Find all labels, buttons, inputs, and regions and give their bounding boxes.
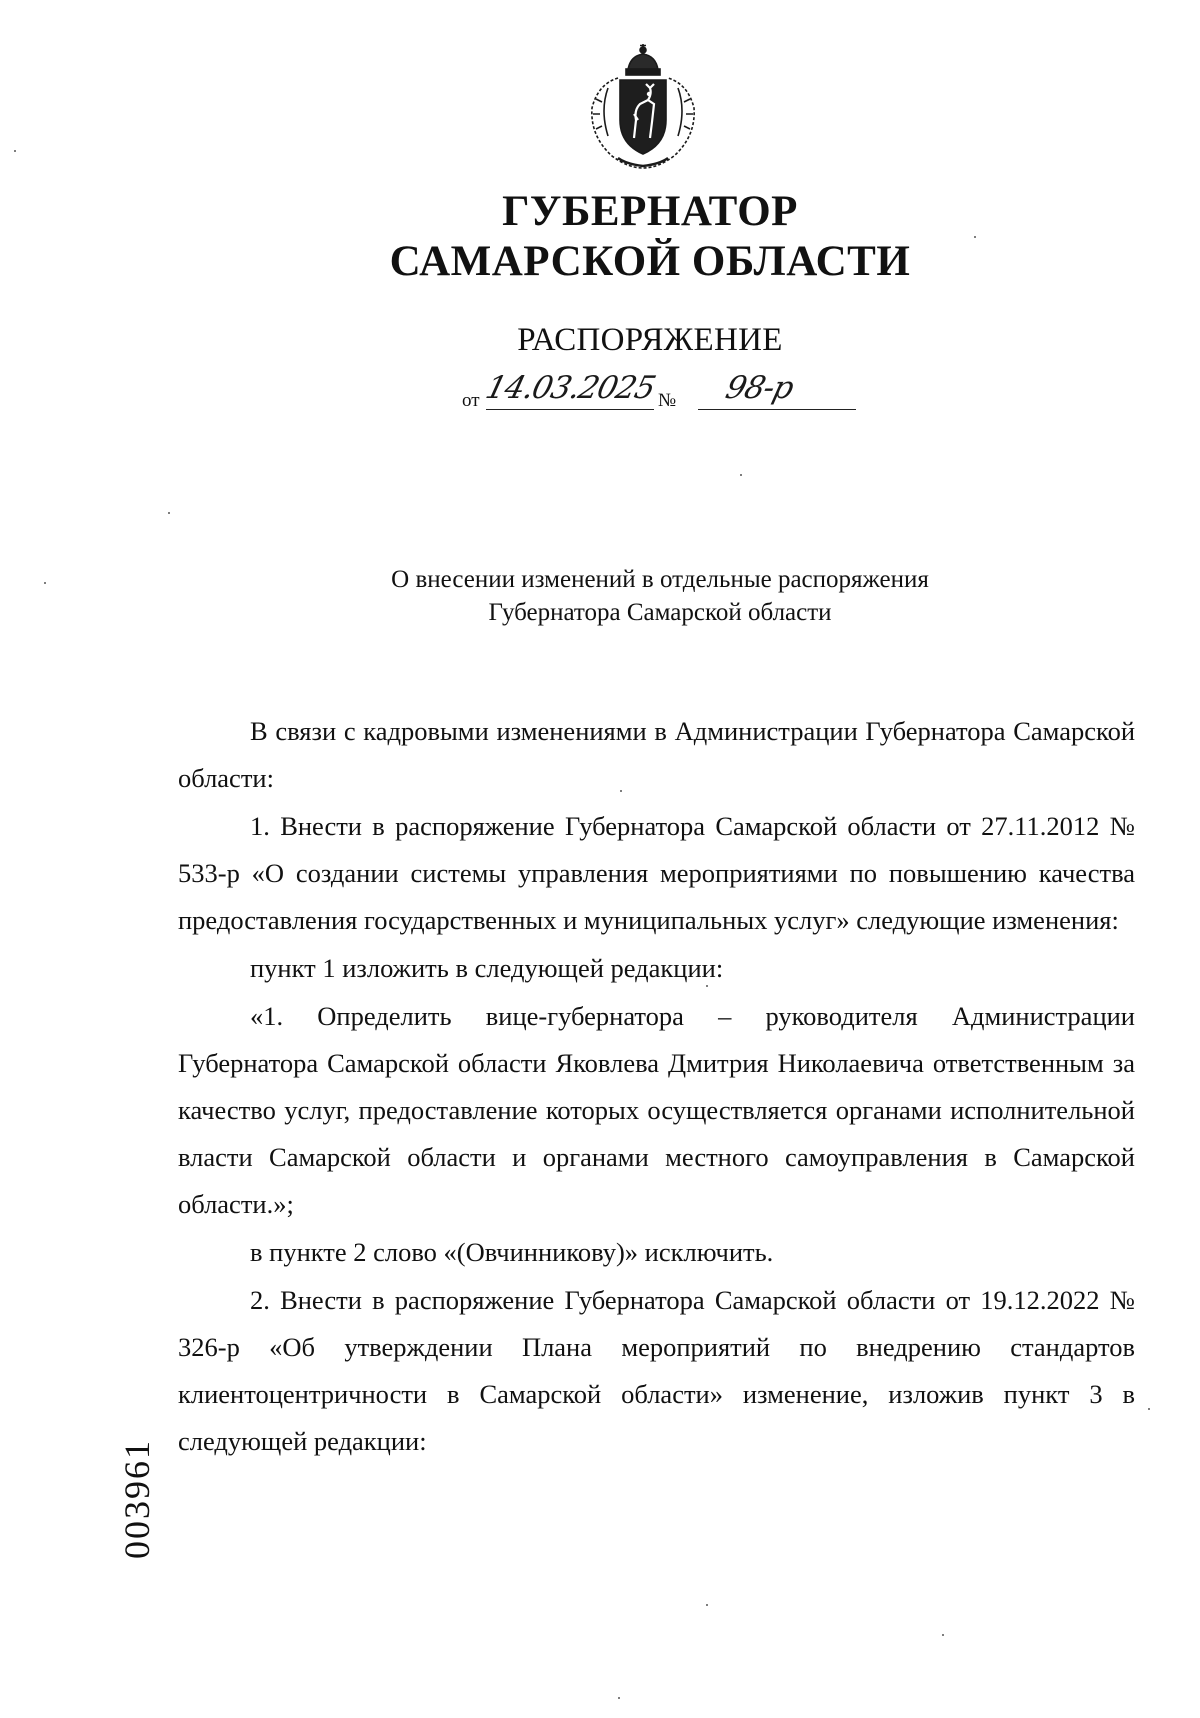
org-title-line1: ГУБЕРНАТОР <box>502 188 798 235</box>
scan-speck <box>942 1634 944 1636</box>
org-title-line2: САМАРСКОЙ ОБЛАСТИ <box>389 238 911 285</box>
handwritten-number: 98-р <box>722 370 797 406</box>
number-underline <box>698 409 856 410</box>
scan-speck <box>620 790 622 792</box>
scan-speck <box>740 474 742 476</box>
scan-speck <box>1148 1408 1150 1410</box>
document-body <box>178 708 1135 1466</box>
body-paragraph-item1-text: «1. Определить вице-губернатора – руководителя Администрации Губернатора Самарской области Яковлева Дмитрия Николаевича ответственным за качество услуг, предоставление которых осуществляется органами исполнительной власти Самарской области и органами местного самоуправления в Самарской области.»; <box>178 1001 1135 1219</box>
scan-speck <box>168 512 170 514</box>
date-prefix: от <box>462 390 480 411</box>
body-paragraph-intro: В связи с кадровыми изменениями в Администрации Губернатора Самарской области: <box>178 716 1135 793</box>
document-type: РАСПОРЯЖЕНИЕ <box>517 322 783 358</box>
scan-speck <box>706 1604 708 1606</box>
registration-stamp: 003961 <box>117 1439 157 1559</box>
number-prefix: № <box>658 390 677 411</box>
scan-speck <box>14 150 16 152</box>
coat-of-arms-icon <box>578 44 708 172</box>
body-paragraph-item2: 2. Внести в распоряжение Губернатора Самарской области от 19.12.2022 № 326-р «Об утверждении Плана мероприятий по внедрению стандартов клиентоцентричности в Самарской области» изменение, изложив пункт 3 в следующей редакции: <box>178 1285 1135 1456</box>
scan-speck <box>618 1697 620 1699</box>
scan-speck <box>706 985 708 987</box>
subject-line1: О внесении изменений в отдельные распоряжения <box>391 566 929 593</box>
body-paragraph-item1-exclusion: в пункте 2 слово «(Овчинникову)» исключить. <box>250 1237 774 1267</box>
subject-line2: Губернатора Самарской области <box>488 599 832 626</box>
scan-speck <box>974 236 976 238</box>
date-underline <box>486 409 654 410</box>
body-paragraph-item1: 1. Внести в распоряжение Губернатора Самарской области от 27.11.2012 № 533-р «О создании системы управления мероприятиями по повышению качества предоставления государственных и муниципальных услуг» следующие изменения: <box>178 811 1135 935</box>
handwritten-date: 14.03.2025 <box>482 370 659 406</box>
document-subject <box>300 563 1020 629</box>
body-paragraph-item1-clause: пункт 1 изложить в следующей редакции: <box>250 953 724 983</box>
date-number-row <box>462 370 862 414</box>
scan-speck <box>44 582 46 584</box>
